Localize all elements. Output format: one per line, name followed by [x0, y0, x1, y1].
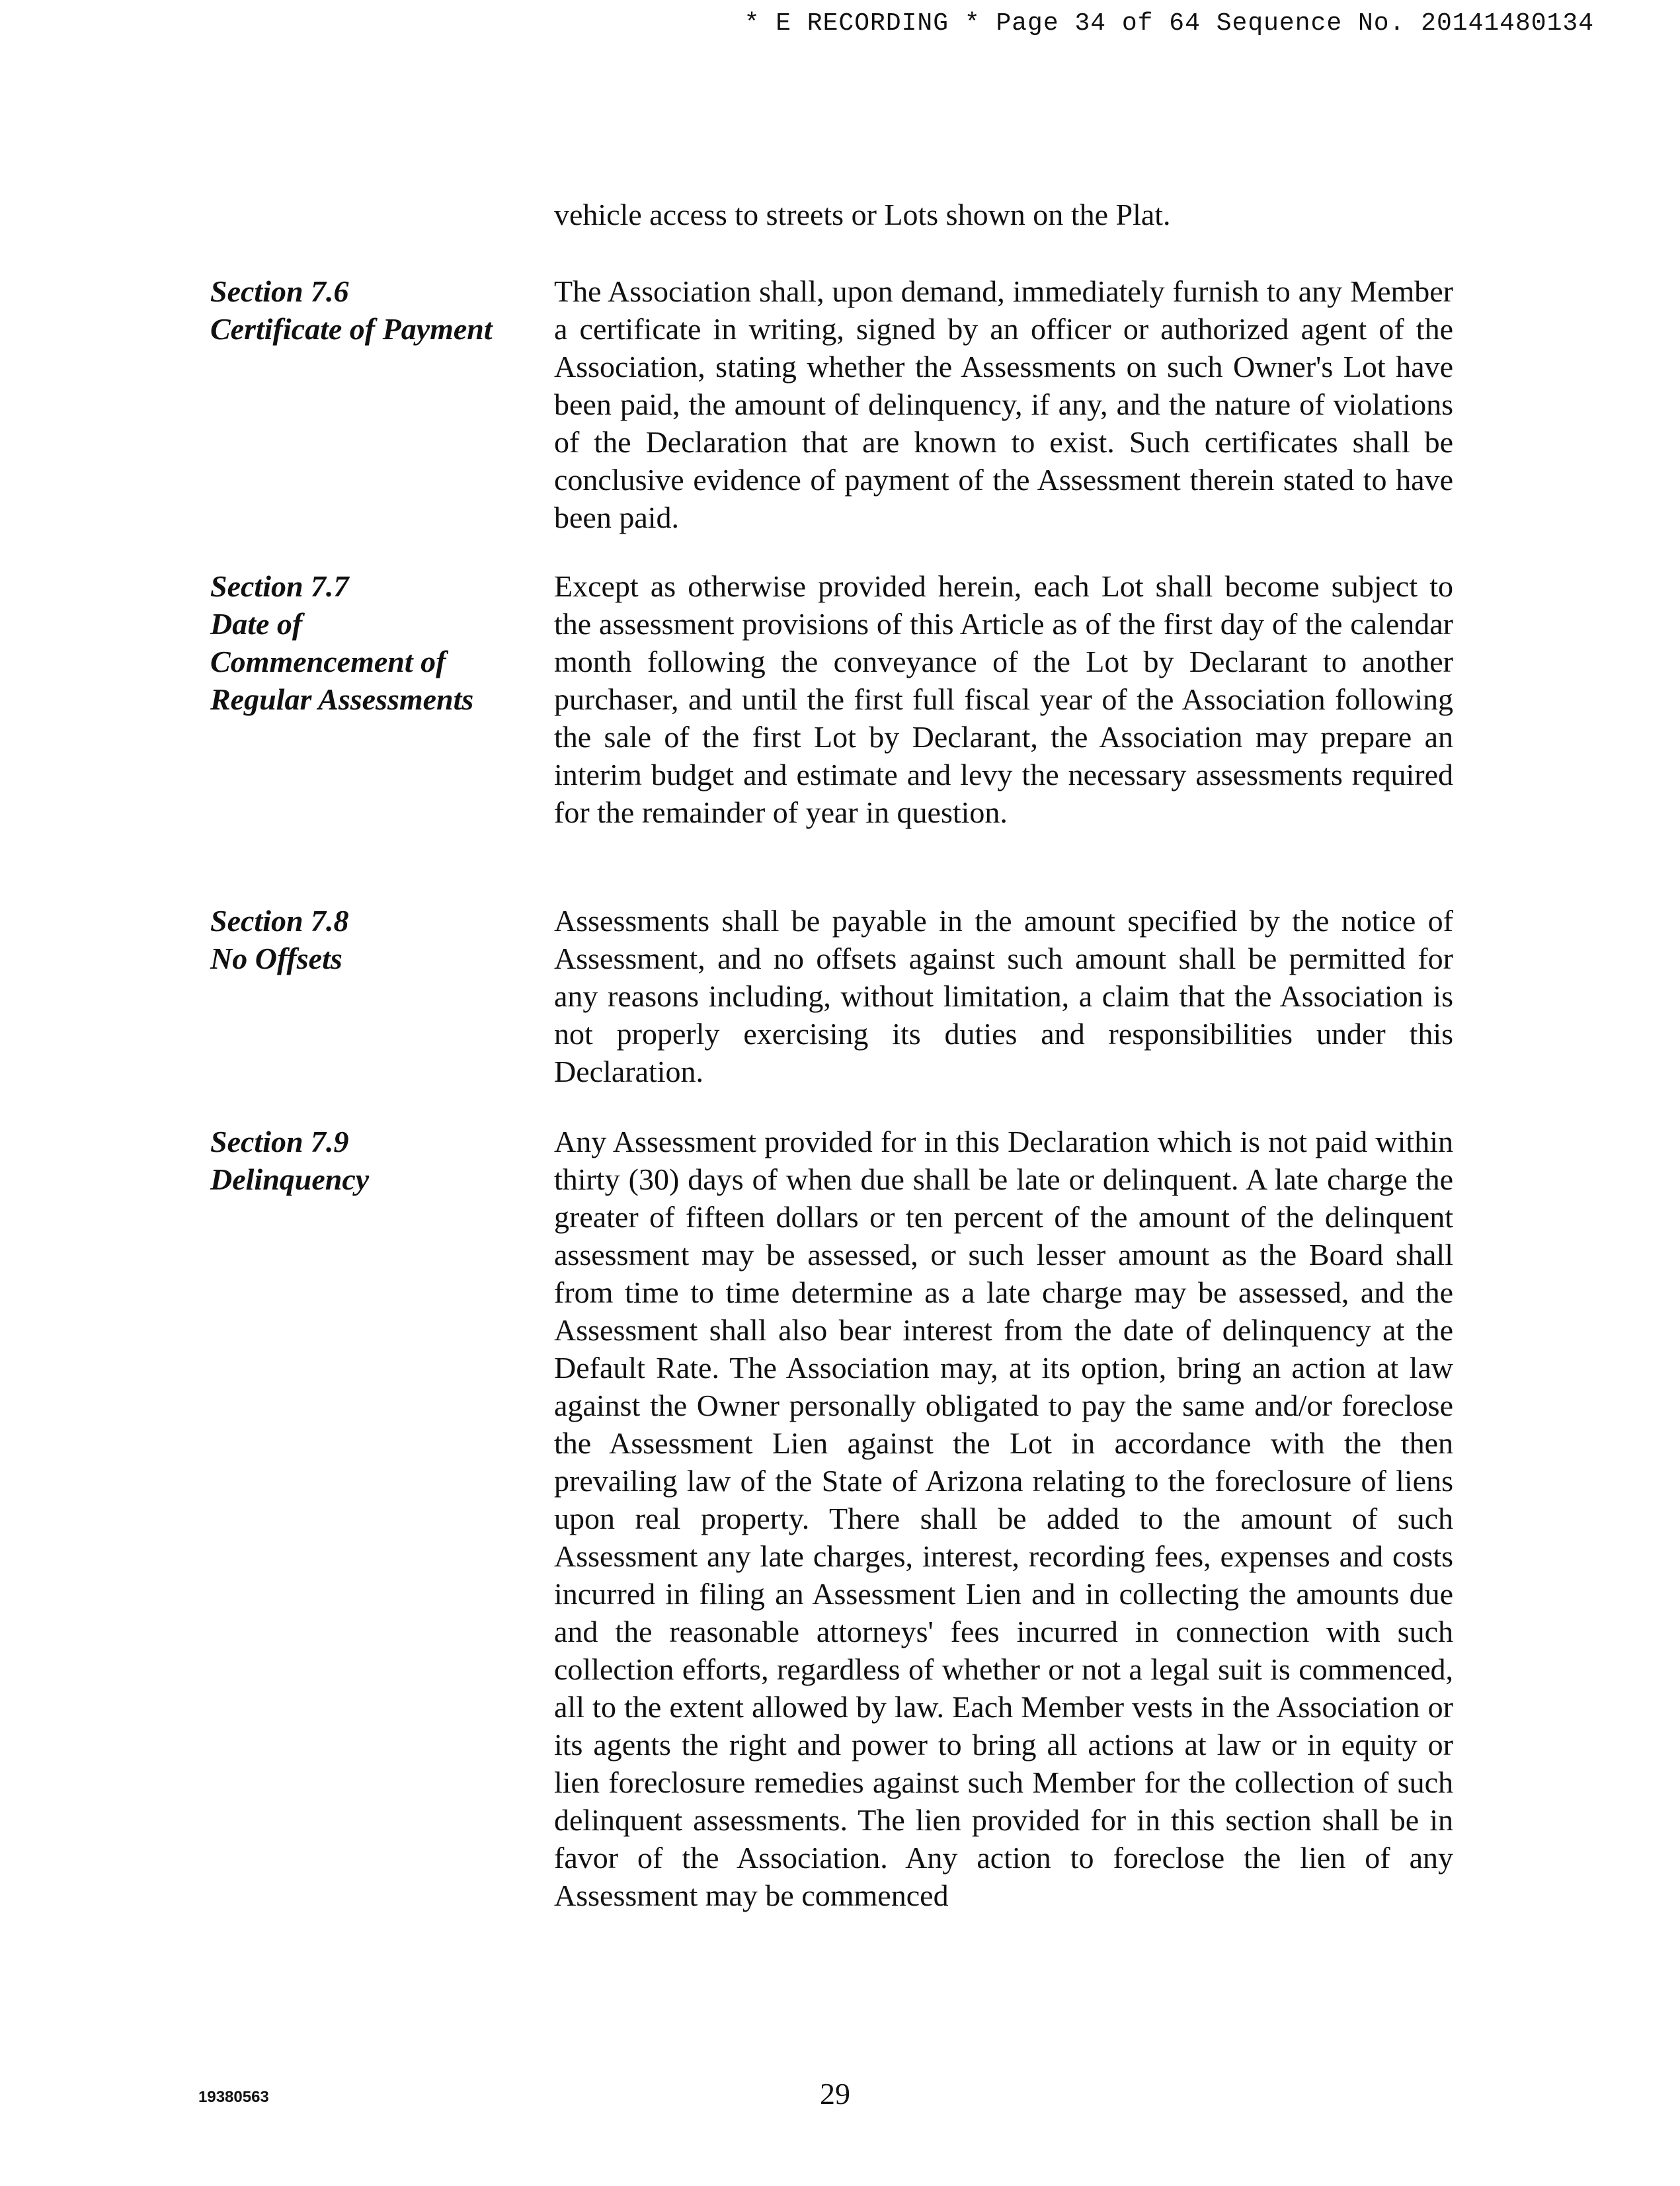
section-body: Any Assessment provided for in this Declaration which is not paid within thirty (30) days of when due shall be late or delinquent. A late charge the greater of fifteen dollars or ten percent of the amount of the delinquent assessment may be assessed, or such lesser amount as the Board shall from time to time determine as a late charge may be assessed, and the Assessment shall also bear interest from the date of delinquency at the Default Rate. The Association may, at its option, bring an action at law against the Owner personally obligated to pay the same and/or foreclose the Assessment Lien against the Lot in accordance with the then prevailing law of the State of Arizona relating to the foreclosure of liens upon real property. There shall be added to the amount of such Assessment any late charges, interest, recording fees, expenses and costs incurred in filing an Assessment Lien and in collecting the amounts due and the reasonable attorneys' fees incurred in connection with such collection efforts, regardless of whether or not a legal suit is commenced, all to the extent allowed by law. Each Member vests in the Association or its agents the right and power to bring all actions at law or in equity or lien foreclosure remedies against such Member for the collection of such delinquent assessments. The lien provided for in this section shall be in favor of the Association. Any action to foreclose the lien of any Assessment may be commenced: [554, 1125, 1453, 1912]
section-number: Section 7.9: [210, 1125, 349, 1158]
section-title: Delinquency: [210, 1162, 370, 1196]
section-number: Section 7.8: [210, 904, 349, 938]
section-title: No Offsets: [210, 942, 342, 975]
section-title: Certificate of Payment: [210, 312, 493, 346]
document-number: 19380563: [198, 2088, 269, 2106]
section-body: Assessments shall be payable in the amount specified by the notice of Assessment, and no offsets against such amount shall be permitted for any reasons including, without limitation, a claim that the Association is not properly exercising its duties and responsibilities under this Declaration.: [554, 904, 1453, 1088]
page-number: 29: [820, 2077, 850, 2111]
section-label: [210, 902, 541, 977]
section-title-line: Date of: [210, 607, 303, 641]
section-body: The Association shall, upon demand, immediately furnish to any Member a certificate in writing, signed by an officer or authorized agent of the Association, stating whether the Assessments on such Owner's Lot have been paid, the amount of delinquency, if any, and the nature of violations of the Declaration that are known to exist. Such certificates shall be conclusive evidence of payment of the Assessment therein stated to have been paid.: [554, 274, 1453, 534]
recording-header: * E RECORDING * Page 34 of 64 Sequence No. 20141480134: [744, 9, 1594, 38]
section-number: Section 7.7: [210, 569, 349, 603]
section-title-line: Commencement of: [210, 645, 446, 678]
section-number: Section 7.6: [210, 274, 349, 308]
section-label: [210, 272, 541, 348]
section-label: [210, 1123, 541, 1198]
section-body: Except as otherwise provided herein, each Lot shall become subject to the assessment provisions of this Article as of the first day of the calendar month following the conveyance of the Lot by Declarant to another purchaser, and until the first full fiscal year of the Association following the sale of the first Lot by Declarant, the Association may prepare an interim budget and estimate and levy the necessary assessments required for the remainder of year in question.: [554, 569, 1453, 829]
section-label: [210, 567, 541, 718]
continuation-text: vehicle access to streets or Lots shown on the Plat.: [554, 198, 1171, 231]
section-title-line: Regular Assessments: [210, 682, 474, 716]
